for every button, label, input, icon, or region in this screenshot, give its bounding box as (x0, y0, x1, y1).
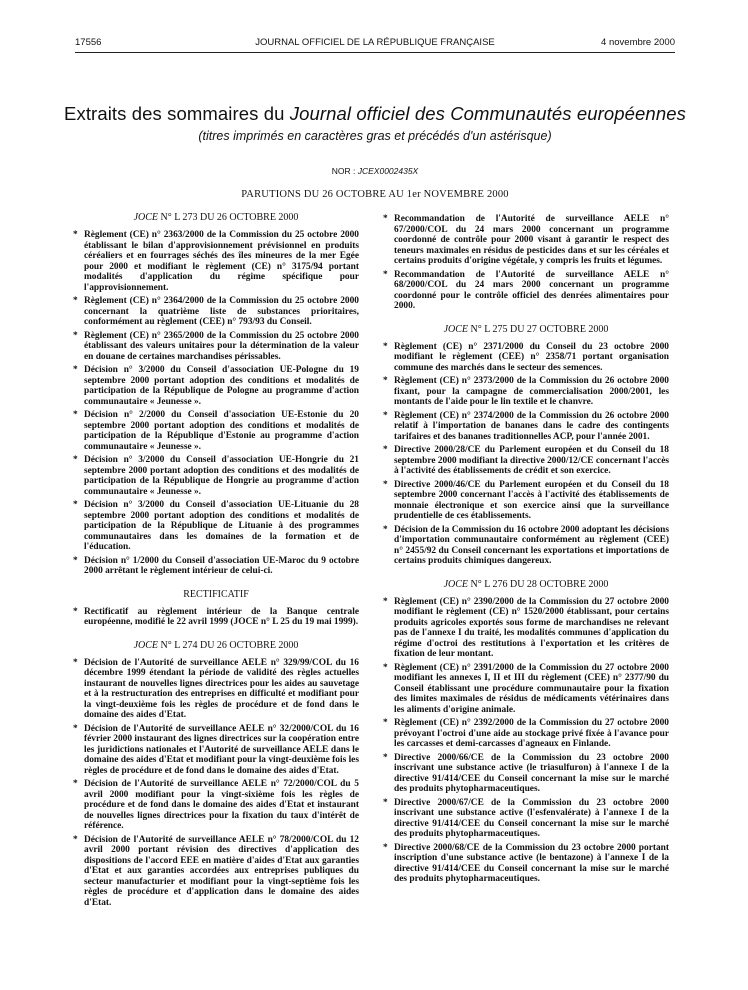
asterisk-icon: * (73, 500, 78, 510)
asterisk-icon: * (383, 410, 388, 421)
entry-list-l273 (73, 230, 359, 577)
list-item (73, 724, 359, 777)
list-item (73, 455, 359, 497)
entry-text: Règlement (CE) n° 2373/2000 de la Commission du 26 octobre 2000 fixant, pour la campagne de commercialisation 2000/2001, les montants de l'aide pour le lin textile et le chanvre. (394, 376, 669, 407)
asterisk-icon: * (383, 797, 388, 808)
list-item (73, 410, 359, 452)
spacer (73, 631, 359, 640)
section-journal: JOCE (443, 578, 469, 590)
section-issue: N° L 276 DU 28 OCTOBRE 2000 (468, 578, 609, 590)
section-journal: JOCE (133, 212, 159, 223)
asterisk-icon: * (73, 410, 78, 420)
list-item (73, 230, 359, 293)
list-item (73, 365, 359, 407)
entry-text: Règlement (CE) n° 2392/2000 de la Commission du 27 octobre 2000 prévoyant l'octroi d'une aide au stockage privé fixée à l'avance pour les carcasses et demi-carcasses d'agneaux en Finlande. (394, 718, 669, 749)
entry-text: Décision n° 2/2000 du Conseil d'association UE-Estonie du 20 septembre 2000 portant adoption des conditions et modalités de participation de la République d'Estonie au programme d'action communautaire « Jeunesse ». (84, 410, 359, 452)
asterisk-icon: * (383, 269, 388, 280)
asterisk-icon: * (383, 341, 388, 352)
page-title (60, 103, 690, 125)
entry-text: Décision de l'Autorité de surveillance AELE n° 78/2000/COL du 12 avril 2000 portant révision des directives d'application des dispositions de l'accord EEE en matière d'aides d'Etat aux garanties d'Etat et aux garanties accordées aux entreprises publiques du secteur manufacturier et modifiant pour la vingt-septième fois les règles de procédure et d'application dans le domaine des aides d'Etat. (84, 834, 359, 908)
entry-text: Directive 2000/46/CE du Parlement européen et du Conseil du 18 septembre 2000 concernant l'accès à l'activité des établissements de monnaie électronique et son exercice ainsi que la surveillance prudentielle de ces établissements. (394, 479, 669, 521)
list-item (383, 798, 669, 840)
entry-text: Règlement (CE) n° 2363/2000 de la Commission du 25 octobre 2000 établissant le bilan d'approvisionnement prévisionnel en produits céréaliers et en fourrages séchés des îles mineures de la mer Egée pour 2000 et modifiant le règlement (CE) n° 3175/94 portant modalités d'application du régime spécifique pour l'approvisionnement. (84, 230, 359, 293)
entry-list-l274-left (73, 658, 359, 909)
list-item (383, 843, 669, 885)
page-number: 17556 (75, 37, 102, 48)
entry-list-l276 (383, 597, 669, 885)
asterisk-icon: * (383, 662, 388, 673)
list-item (383, 753, 669, 795)
entry-text: Recommandation de l'Autorité de surveillance AELE n° 68/2000/COL du 24 mars 2000 concernant un programme coordonné pour le contrôle officiel des denrées alimentaires pour 2000. (394, 269, 669, 311)
asterisk-icon: * (73, 657, 78, 668)
asterisk-icon: * (383, 376, 388, 386)
list-item (73, 296, 359, 328)
list-item (73, 331, 359, 363)
list-item (73, 607, 359, 628)
list-item (383, 270, 669, 312)
list-item (73, 556, 359, 577)
entry-text: Règlement (CE) n° 2390/2000 de la Commission du 27 octobre 2000 modifiant le règlement (CE) n° 1520/2000 établissant, pour certains produits agricoles exportés sous forme de marchandises ne relevant pas de l'annexe I du traité, les modalités communes d'application du régime d'octroi des restitutions à l'exportation et les critères de fixation de leur montant. (394, 596, 669, 659)
asterisk-icon: * (383, 752, 388, 763)
entry-text: Directive 2000/28/CE du Parlement européen et du Conseil du 18 septembre 2000 modifiant la directive 2000/12/CE concernant l'accès à l'activité des établissements de crédit et son exercice. (394, 445, 669, 476)
section-issue: N° L 275 DU 27 OCTOBRE 2000 (468, 323, 609, 335)
section-heading-l273 (73, 212, 359, 223)
section-heading-rectificatif: RECTIFICATIF (183, 588, 249, 600)
list-item (73, 835, 359, 909)
parutions-heading: PARUTIONS DU 26 OCTOBRE AU 1er NOVEMBRE 2000 (241, 189, 509, 200)
nor-value: JCEX0002435X (357, 166, 419, 176)
list-item (383, 376, 669, 408)
list-item (383, 411, 669, 443)
asterisk-icon: * (73, 555, 78, 566)
asterisk-icon: * (383, 842, 388, 853)
list-item (383, 663, 669, 716)
nor-label: NOR : (331, 166, 358, 176)
section-heading-l275 (383, 324, 669, 335)
entry-text: Décision n° 3/2000 du Conseil d'association UE-Pologne du 19 septembre 2000 portant adoption des conditions et modalités de participation de la République de Pologne au programme d'action communautaire « Jeunesse ». (84, 365, 359, 407)
entry-list-l275 (383, 342, 669, 567)
asterisk-icon: * (73, 606, 78, 617)
entry-list-rectificatif (73, 607, 359, 628)
asterisk-icon: * (383, 524, 388, 535)
entry-text: Règlement (CE) n° 2391/2000 de la Commission du 27 octobre 2000 modifiant les annexes I, II et III du règlement (CEE) n° 2377/90 du Conseil établissant une procédure communautaire pour la fixation des limites maximales de résidus de médicaments vétérinaires dans les aliments d'origine animale. (394, 662, 669, 715)
list-item (73, 658, 359, 721)
list-item (383, 480, 669, 522)
nor-reference (60, 166, 690, 176)
asterisk-icon: * (73, 296, 78, 306)
asterisk-icon: * (73, 779, 78, 789)
section-issue: N° L 274 DU 26 OCTOBRE 2000 (158, 639, 299, 651)
entry-text: Décision n° 1/2000 du Conseil d'association UE-Maroc du 9 octobre 2000 arrêtant le règlement intérieur de celui-ci. (84, 555, 359, 576)
entry-text: Décision de l'Autorité de surveillance AELE n° 72/2000/COL du 5 avril 2000 modifiant pour la vingt-sixième fois les règles de procédure et de fond dans le domaine des aides d'Etat et instaurant de nouvelles lignes directrices pour la fixation du taux d'intérêt de référence. (84, 779, 359, 831)
section-journal: JOCE (443, 323, 469, 335)
column-left (73, 212, 359, 911)
running-header (75, 37, 675, 51)
entry-text: Décision de l'Autorité de surveillance AELE n° 32/2000/COL du 16 février 2000 instaurant des lignes directrices sur la coopération entre les juridictions nationales et l'Autorité de surveillance AELE dans le domaine des aides d'Etat et modifiant pour la vingt-deuxième fois les règles de procédure et de fond dans le domaine des aides d'Etat. (84, 723, 359, 776)
entry-text: Directive 2000/66/CE de la Commission du 23 octobre 2000 inscrivant une substance active (le triasulfuron) à l'annexe I de la directive 91/414/CEE du Conseil concernant la mise sur le marché des produits phytopharmaceutiques. (394, 752, 669, 794)
section-issue: N° L 273 DU 26 OCTOBRE 2000 (158, 212, 299, 223)
entry-text: Recommandation de l'Autorité de surveillance AELE n° 67/2000/COL du 24 mars 2000 concernant un programme coordonné de contrôle pour 2000 visant à garantir le respect des teneurs maximales en résidus de pesticides dans et sur les céréales et certains produits d'origine végétale, y compris les fruits et légumes. (394, 214, 669, 266)
spacer (383, 570, 669, 579)
list-item (73, 500, 359, 553)
list-item (383, 214, 669, 267)
asterisk-icon: * (73, 230, 78, 240)
asterisk-icon: * (383, 596, 388, 607)
section-heading-l274 (73, 640, 359, 651)
list-item (383, 342, 669, 374)
section-journal: JOCE (133, 639, 159, 651)
list-item (383, 597, 669, 660)
column-right (383, 214, 669, 888)
asterisk-icon: * (73, 834, 78, 845)
asterisk-icon: * (383, 214, 388, 224)
asterisk-icon: * (73, 365, 78, 375)
asterisk-icon: * (383, 479, 388, 490)
section-heading-l276 (383, 579, 669, 590)
entry-text: Règlement (CE) n° 2374/2000 de la Commission du 26 octobre 2000 relatif à l'importation de bananes dans le cadre des contingents tarifaires et des bananes traditionnelles ACP, pour l'année 2001. (394, 410, 669, 442)
asterisk-icon: * (73, 455, 78, 465)
asterisk-icon: * (73, 330, 78, 341)
entry-text: Décision de l'Autorité de surveillance AELE n° 329/99/COL du 16 décembre 1999 étendant la période de validité des règles actuelles instaurant de nouvelles lignes directrices pour les aides au sauvetage et à la restructuration des entreprises en difficulté et modifiant pour la vingt-deuxième fois les règles de procédure et de fond dans le domaine des aides d'Etat. (84, 657, 359, 720)
list-item (383, 525, 669, 567)
entry-text: Règlement (CE) n° 2371/2000 du Conseil du 23 octobre 2000 modifiant le règlement (CEE) n° 2358/71 portant organisation commune des marchés dans le secteur des semences. (394, 341, 669, 373)
entry-text: Décision n° 3/2000 du Conseil d'association UE-Lituanie du 28 septembre 2000 portant adoption des conditions et modalités de participation de la République de Lituanie à des programmes communautaires dans les domaines de la formation et de l'éducation. (84, 500, 359, 552)
header-rule (75, 52, 675, 53)
spacer (73, 580, 359, 589)
page-subtitle: (titres imprimés en caractères gras et précédés d'un astérisque) (198, 129, 552, 143)
issue-date: 4 novembre 2000 (601, 37, 675, 48)
entry-text: Décision n° 3/2000 du Conseil d'association UE-Hongrie du 21 septembre 2000 portant adoption des conditions et des modalités de participation de la République de Hongrie au programme d'action communautaire « Jeunesse ». (84, 455, 359, 497)
entry-text: Directive 2000/67/CE de la Commission du 23 octobre 2000 inscrivant une substance active (l'esfenvalérate) à l'annexe I de la directive 91/414/CEE du Conseil concernant la mise sur le marché des produits phytopharmaceutiques. (394, 797, 669, 839)
entry-text: Directive 2000/68/CE de la Commission du 23 octobre 2000 portant inscription d'une substance active (le bentazone) à l'annexe I de la directive 91/414/CEE du Conseil concernant la mise sur le marché des produits phytopharmaceutiques. (394, 842, 669, 884)
entry-list-l274-right (383, 214, 669, 312)
journal-name: JOURNAL OFFICIEL DE LA RÉPUBLIQUE FRANÇAISE (255, 37, 495, 48)
entry-text: Règlement (CE) n° 2365/2000 de la Commission du 25 octobre 2000 établissant des valeurs unitaires pour la détermination de la valeur en douane de certaines marchandises périssables. (84, 330, 359, 362)
list-item (383, 718, 669, 750)
asterisk-icon: * (383, 445, 388, 455)
entry-text: Rectificatif au règlement intérieur de la Banque centrale européenne, modifié le 22 avril 1999 (JOCE n° L 25 du 19 mai 1999). (84, 606, 359, 627)
asterisk-icon: * (383, 718, 388, 728)
list-item (383, 445, 669, 477)
title-journal: Journal officiel des Communautés européennes (289, 103, 686, 124)
spacer (383, 315, 669, 324)
entry-text: Règlement (CE) n° 2364/2000 de la Commission du 25 octobre 2000 concernant la quatrième liste de substances prioritaires, conformément au règlement (CEE) n° 793/93 du Conseil. (84, 296, 359, 327)
title-prefix: Extraits des sommaires du (64, 103, 290, 124)
asterisk-icon: * (73, 723, 78, 734)
entry-text: Décision de la Commission du 16 octobre 2000 adoptant les décisions d'importation communautaire conformément au règlement (CEE) n° 2455/92 du Conseil concernant les exportations et importations de certains produits chimiques dangereux. (394, 524, 669, 566)
list-item (73, 779, 359, 832)
